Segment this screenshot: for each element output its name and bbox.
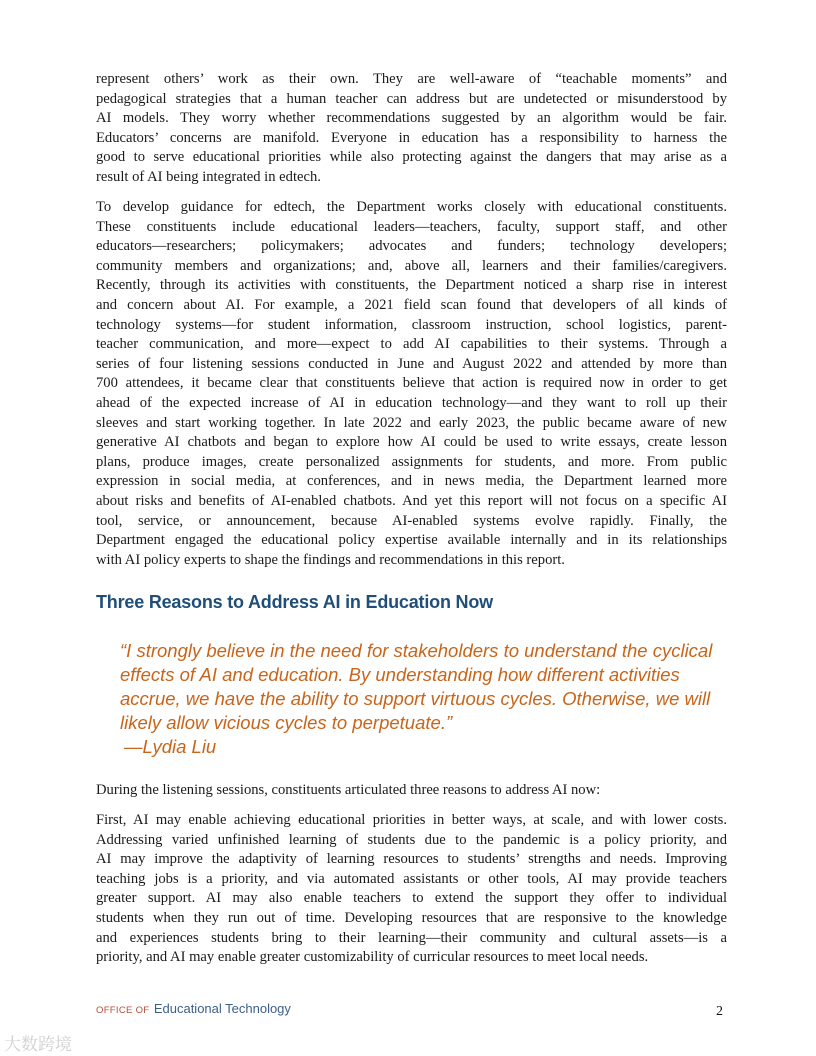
footer-office-name: Educational Technology	[153, 1001, 291, 1016]
text-line: plans, produce images, create personalized assignments for students, and more. From public	[96, 453, 727, 470]
text-line: students when they run out of time. Developing resources that are responsive to the knowledge	[96, 909, 727, 926]
text-line: Addressing varied unfinished learning of students due to the pandemic is a policy priority, and	[96, 831, 727, 848]
quote-line: likely allow vicious cycles to perpetuate.”	[120, 712, 453, 733]
text-line: about risks and benefits of AI-enabled chatbots. And yet this report will not focus on a specific AI	[96, 492, 727, 509]
footer-brand	[96, 1000, 291, 1018]
quote-line: effects of AI and education. By understanding how different activities	[120, 664, 680, 685]
text-line: good to serve educational priorities while also protecting against the dangers that may arise as a	[96, 149, 727, 166]
text-line: series of four listening sessions conducted in June and August 2022 and attended by more than	[96, 355, 727, 372]
text-line: During the listening sessions, constituents articulated three reasons to address AI now:	[96, 782, 601, 798]
watermark-logo: 大数跨境	[4, 1035, 72, 1055]
quote-line: accrue, we have the ability to support virtuous cycles. Otherwise, we will	[120, 688, 711, 709]
text-line: AI models. They worry whether recommendations suggested by an algorithm would be fair.	[96, 110, 727, 127]
text-line: and experiences students bring to their learning—their community and cultural assets—is a	[96, 929, 727, 946]
text-line: expression in social media, at conferences, and in news media, the Department learned more	[96, 473, 727, 490]
text-line: 700 attendees, it became clear that constituents believe that action is required now in order to get	[96, 375, 727, 392]
text-line: educators—researchers; policymakers; advocates and funders; technology developers;	[96, 238, 727, 255]
paragraph-first-reason	[96, 811, 727, 968]
text-line: teacher communication, and more—expect to add AI capabilities to their systems. Through a	[96, 336, 727, 353]
quote-line: “I strongly believe in the need for stakeholders to understand the cyclical	[120, 640, 713, 661]
page-number: 2	[716, 1004, 723, 1019]
section-heading: Three Reasons to Address AI in Education Now	[96, 592, 493, 612]
text-line: technology systems—for student information, classroom instruction, school logistics, parent-	[96, 316, 727, 333]
text-line: Recently, through its activities with constituents, the Department noticed a sharp rise in interest	[96, 277, 727, 294]
quote-attribution: —Lydia Liu	[124, 736, 217, 757]
text-line: ahead of the expected increase of AI in education technology—and they want to roll up their	[96, 394, 727, 411]
paragraph-intro-concerns	[96, 70, 727, 188]
text-line: pedagogical strategies that a human teacher can address but are undetected or misunderstood by	[96, 90, 727, 107]
text-line: and concern about AI. For example, a 2021 field scan found that developers of all kinds of	[96, 296, 727, 313]
text-line: tool, service, or announcement, because AI-enabled systems evolve rapidly. Finally, the	[96, 512, 727, 529]
pull-quote	[120, 639, 720, 759]
text-line: sleeves and start working together. In late 2022 and early 2023, the public became aware of new	[96, 414, 727, 431]
text-line: greater support. AI may also enable teachers to extend the support they offer to individual	[96, 890, 727, 907]
text-line: To develop guidance for edtech, the Department works closely with educational constituents.	[96, 199, 727, 215]
text-line: represent others’ work as their own. They are well-aware of “teachable moments” and	[96, 71, 727, 87]
text-line: These constituents include educational leaders—teachers, faculty, support staff, and other	[96, 218, 727, 235]
text-line: Educators’ concerns are manifold. Everyone in education has a responsibility to harness the	[96, 129, 727, 146]
text-line: generative AI chatbots and began to explore how AI could be used to write essays, create lesson	[96, 434, 727, 451]
text-line: community members and organizations; and, above all, learners and their families/caregivers.	[96, 257, 727, 274]
footer-office-label: OFFICE OF	[96, 1005, 150, 1016]
text-line: AI may improve the adaptivity of learning resources to students’ strengths and needs. Improving	[96, 851, 727, 868]
text-line: Department engaged the educational policy expertise available internally and in its relationships	[96, 532, 727, 549]
paragraph-department-guidance	[96, 198, 727, 570]
text-line: result of AI being integrated in edtech.	[96, 168, 321, 185]
text-line: First, AI may enable achieving educational priorities in better ways, at scale, and with lower costs.	[96, 812, 727, 828]
text-line: teaching jobs is a priority, and via automated assistants or other tools, AI may provide teachers	[96, 870, 727, 887]
paragraph-listening-sessions	[96, 781, 727, 801]
text-line: priority, and AI may enable greater customizability of curricular resources to meet local needs.	[96, 949, 649, 966]
text-line: with AI policy experts to shape the findings and recommendations in this report.	[96, 551, 565, 568]
